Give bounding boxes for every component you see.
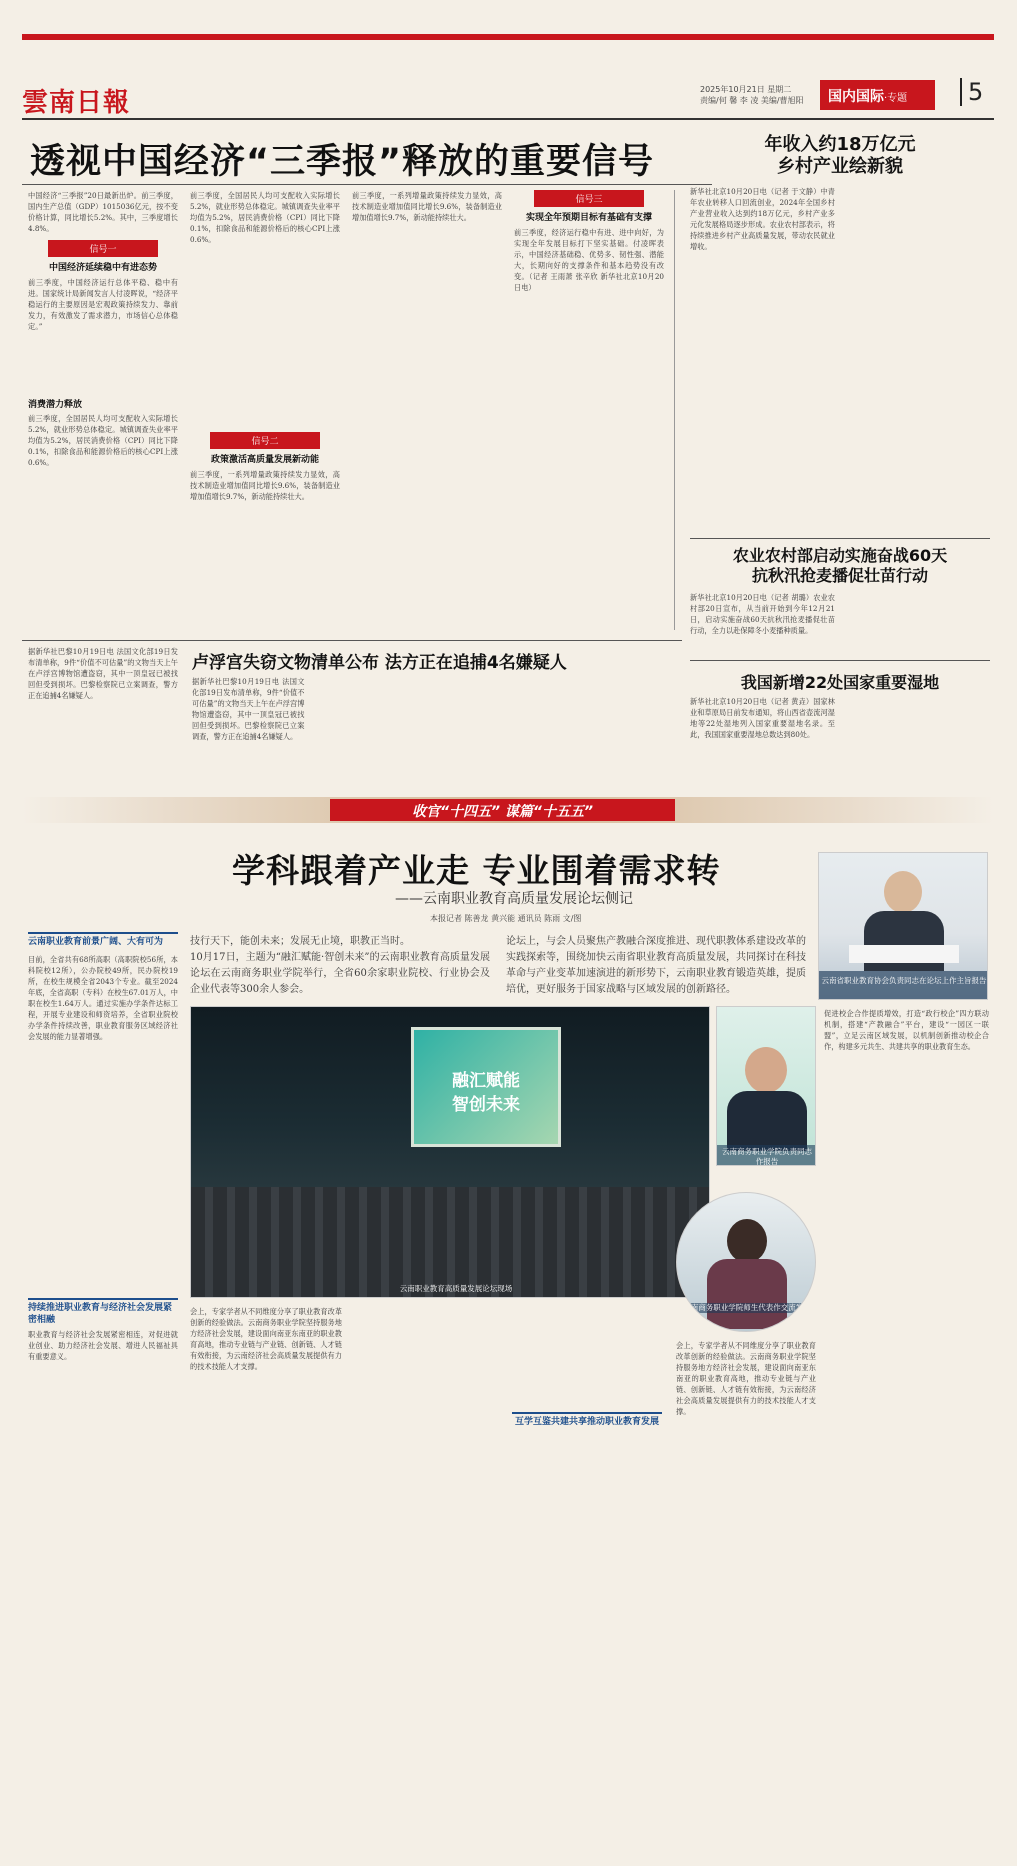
side-story-2-text: 新华社北京10月20日电（记者 胡璐）农业农村部20日宣布，从当前开始到今年12月21日，启动实施奋战60天抗秋汛抢麦播促壮苗行动，全力以赴保障冬小麦播种质量。: [690, 593, 835, 635]
feature-col-bottom-right: [676, 1340, 816, 1495]
section-name: 国内国际: [828, 89, 884, 105]
feature-bottom-right-text: 会上，专家学者从不同维度分享了职业教育改革创新的经验做法。云南商务职业学院坚持服务地方经济社会发展，建设面向南亚东南亚的职业教育高地，推动专业链与产业链、创新链、人才链有效衔接，为云南经济社会高质量发展提供有力的技术技能人才支撑。: [676, 1341, 816, 1416]
stage-screen: [411, 1027, 561, 1147]
speaker-head: [745, 1047, 787, 1093]
news2-headline: 卢浮宫失窃文物清单公布 法方正在追捕4名嫌疑人: [192, 653, 567, 673]
feature-lede-line-2: 10月17日，主题为“融汇赋能·智创未来”的云南职业教育高质量发展论坛在云南商务职业学院举行，全省60余家职业院校、行业协会及企业代表等300余人参会。: [190, 952, 490, 995]
feature-lede-2: 论坛上，与会人员聚焦产教融合深度推进、现代职教体系建设改革的实践探索等，围绕加快云南省职业教育高质量发展，共同探讨在科技革命与产业变革加速演进的新形势下，云南职业教育锻造英雄，提质培优，更好服务于国家战略与区域发展的创新路径。: [506, 936, 806, 995]
feature-byline: 本报记者 陈善龙 黄兴能 通讯员 陈雨 文/图: [430, 914, 582, 923]
signal-one-text-2: 前三季度，全国居民人均可支配收入实际增长5.2%，就业形势总体稳定。城镇调查失业率平均值为5.2%，居民消费价格（CPI）同比下降0.1%，扣除食品和能源价格后的核心CPI上涨0.6%。: [28, 414, 178, 467]
speaker-head: [884, 871, 922, 913]
feature-banner: 收官“十四五” 谋篇“十五五”: [330, 799, 675, 821]
screen-text-2: 智创未来: [452, 1095, 520, 1115]
feature-col-right: [824, 1008, 989, 1493]
issue-meta: [700, 84, 804, 106]
screen-text-1: 融汇赋能: [452, 1071, 520, 1091]
feature-subheadline: ——云南职业教育高质量发展论坛侧记: [395, 891, 633, 907]
forum-hall-photo: [190, 1006, 710, 1298]
news2-body: [192, 676, 672, 776]
lead-col-3: [352, 190, 502, 630]
page-editors: 责编/何 馨 李 凌 美编/曹旭阳: [700, 96, 804, 105]
side-rule-2: [690, 660, 990, 661]
signal-one-heading: 中国经济延续稳中有进态势: [48, 263, 157, 273]
speaker-photo-bottom: [676, 1192, 816, 1332]
signal-three-text: 前三季度，经济运行稳中有进、进中向好，为实现全年发展目标打下坚实基础。付凌晖表示，中国经济基础稳、优势多、韧性强、潜能大，长期向好的支撑条件和基本趋势没有改变。（记者 王雨萧 张辛欣 新华社北京10月20日电）: [514, 228, 664, 292]
lead-col-2: [190, 190, 340, 630]
feature-right-text: 促进校企合作提质增效，打造“政行校企”四方联动机制，搭建“产教融合”平台，建设“一园区一联盟”，立足云南区域发展，以机制创新推动校企合作，构建多元共生、共建共享的职业教育生态。: [824, 1009, 989, 1051]
lead-intro: 中国经济“三季报”20日最新出炉。前三季度，国内生产总值（GDP）1015036亿元，按不变价格计算，同比增长5.2%。其中，三季度增长4.8%。: [28, 191, 178, 233]
feature-body-text: 会上，专家学者从不同维度分享了职业教育改革创新的经验做法。云南商务职业学院坚持服务地方经济社会发展，建设面向南亚东南亚的职业教育高地，推动专业链与产业链、创新链、人才链有效衔接，为云南经济社会高质量发展提供有力的技术技能人才支撑。: [190, 1307, 342, 1371]
feature-left-text: 目前，全省共有68所高职（高职院校56所，本科院校12所），公办院校49所，民办院校19所，在校生规模全省2043个专业。截至2024年底，全省高职（专科）在校生67.01万人，中职在校生1.64万人。通过实施办学条件达标工程，开展专业建设和师资培养，全省职业院校办学条件持续改善，职业教育服务区域经济社会发展的能力显著增强。: [28, 955, 178, 1041]
lead-headline: 透视中国经济“三季报”释放的重要信号: [30, 142, 655, 182]
side-story-2-body: [690, 592, 990, 652]
side-story-1-text: 新华社北京10月20日电（记者 于文静）中青年农业转移人口回流创业，2024年全国乡村产业营业收入达到约18万亿元，乡村产业多元化发展格局逐步形成。农业农村部表示，将持续推进乡村产业高质量发展，带动农民就业增收。: [690, 187, 835, 251]
photo-caption-hall: 云南职业教育高质量发展论坛现场: [399, 1284, 513, 1293]
issue-date: 2025年10月21日 星期二: [700, 85, 792, 94]
speaker-body: [727, 1091, 807, 1151]
signal-two-heading: 政策激活高质量发展新动能: [210, 455, 319, 465]
feature-lede-line: 技行天下，能创未来；发展无止境，职教正当时。: [190, 936, 410, 947]
feature-headline: 学科跟着产业走 专业围着需求转: [232, 851, 721, 890]
side-story-2-headline: 农业农村部启动实施奋战60天 抗秋汛抢麦播促壮苗行动: [732, 546, 948, 585]
feature-body-columns: [190, 1306, 670, 1496]
podium: [849, 945, 959, 963]
signal-one-text: 前三季度，中国经济运行总体平稳、稳中有进。国家统计局新闻发言人付凌晖说，“经济平稳运行的主要原因是宏观政策持续发力、靠前发力，有效激发了需求潜力，市场信心总体稳定。”: [28, 278, 178, 331]
speaker-head: [727, 1219, 767, 1263]
side-rule-1: [690, 538, 990, 539]
news2-body-text: 据新华社巴黎10月19日电 法国文化部19日发布清单称，9件“价值不可估量”的文物当天上午在卢浮宫博物馆遭盗窃，其中一顶皇冠已被找回但受到损坏。巴黎检察院已立案调查，警方正在追捕4名嫌疑人。: [192, 677, 305, 741]
feature-col-left: [28, 932, 178, 1492]
side-story-3-headline: 我国新增22处国家重要湿地: [740, 673, 940, 692]
side-story-3-body: [690, 696, 990, 776]
feature-left-subhead: 云南职业教育前景广阔、大有可为: [28, 932, 178, 950]
section-label: [820, 80, 935, 110]
lead-col-4: [514, 190, 664, 630]
lead-col-divider: [674, 190, 675, 630]
lead-col3-text: 前三季度，一系列增量政策持续发力显效，高技术制造业增加值同比增长9.6%，装备制造业增加值增长9.7%，新动能持续壮大。: [352, 191, 502, 222]
signal-two-kicker: 信号二: [210, 432, 320, 449]
side-story-1-body: [690, 186, 990, 531]
page-number: 5: [960, 78, 983, 106]
speaker-photo-mid: [716, 1006, 816, 1166]
newspaper-logo: 雲南日報: [22, 88, 131, 118]
speaker-photo-top: [818, 852, 988, 1000]
feature-lede-1: [190, 934, 490, 998]
photo-caption-bottom: 云南商务职业学院师生代表作交流发言: [677, 1303, 816, 1313]
speaker-body: [707, 1259, 787, 1329]
signal-three-kicker: 信号三: [534, 190, 644, 207]
header-rule: [22, 118, 994, 120]
top-rule: [22, 34, 994, 40]
section-sub: ·专题: [884, 93, 908, 104]
audience: [191, 1187, 710, 1298]
side-story-3-text: 新华社北京10月20日电（记者 黄垚）国家林业和草原局日前发布通知，将山西省壶流河湿地等22处湿地列入国家重要湿地名录。至此，我国国家重要湿地总数达到80处。: [690, 697, 835, 739]
lead-col-1: [28, 190, 178, 630]
side-story-1-headline: 年收入约18万亿元 乡村产业绘新貌: [764, 134, 916, 177]
photo-caption-mid: 云南商务职业学院负责同志作报告: [717, 1145, 816, 1166]
signal-one-kicker: 信号一: [48, 240, 158, 257]
feature-mid-subhead: 互学互鉴共建共享推动职业教育发展: [512, 1412, 662, 1428]
news2-lead-text: 据新华社巴黎10月19日电 法国文化部19日发布清单称，9件“价值不可估量”的文物当天上午在卢浮宫博物馆遭盗窃，其中一顶皇冠已被找回但受到损坏。巴黎检察院已立案调查，警方正在追捕4名嫌疑人。: [28, 647, 178, 700]
feature-left-subhead-2: 持续推进职业教育与经济社会发展紧密相融: [28, 1298, 178, 1326]
photo-caption-top: 云南省职业教育协会负责同志在论坛上作主旨报告: [819, 971, 988, 1000]
signal-three-heading: 实现全年预期目标有基础有支撑: [525, 213, 652, 223]
news2-rule: [22, 640, 682, 641]
lead-col2-text: 前三季度，全国居民人均可支配收入实际增长5.2%，就业形势总体稳定。城镇调查失业率平均值为5.2%，居民消费价格（CPI）同比下降0.1%，扣除食品和能源价格后的核心CPI上涨0.6%。: [190, 191, 340, 244]
signal-one-subhead: 消费潜力释放: [28, 400, 83, 410]
signal-two-text: 前三季度，一系列增量政策持续发力显效，高技术制造业增加值同比增长9.6%，装备制造业增加值增长9.7%，新动能持续壮大。: [190, 470, 340, 501]
feature-left-text-2: 职业教育与经济社会发展紧密相连，对促进就业创业、助力经济社会发展、增进人民福祉具有重要意义。: [28, 1330, 178, 1361]
lead-rule: [22, 184, 712, 185]
news2-col-1: [28, 646, 178, 776]
